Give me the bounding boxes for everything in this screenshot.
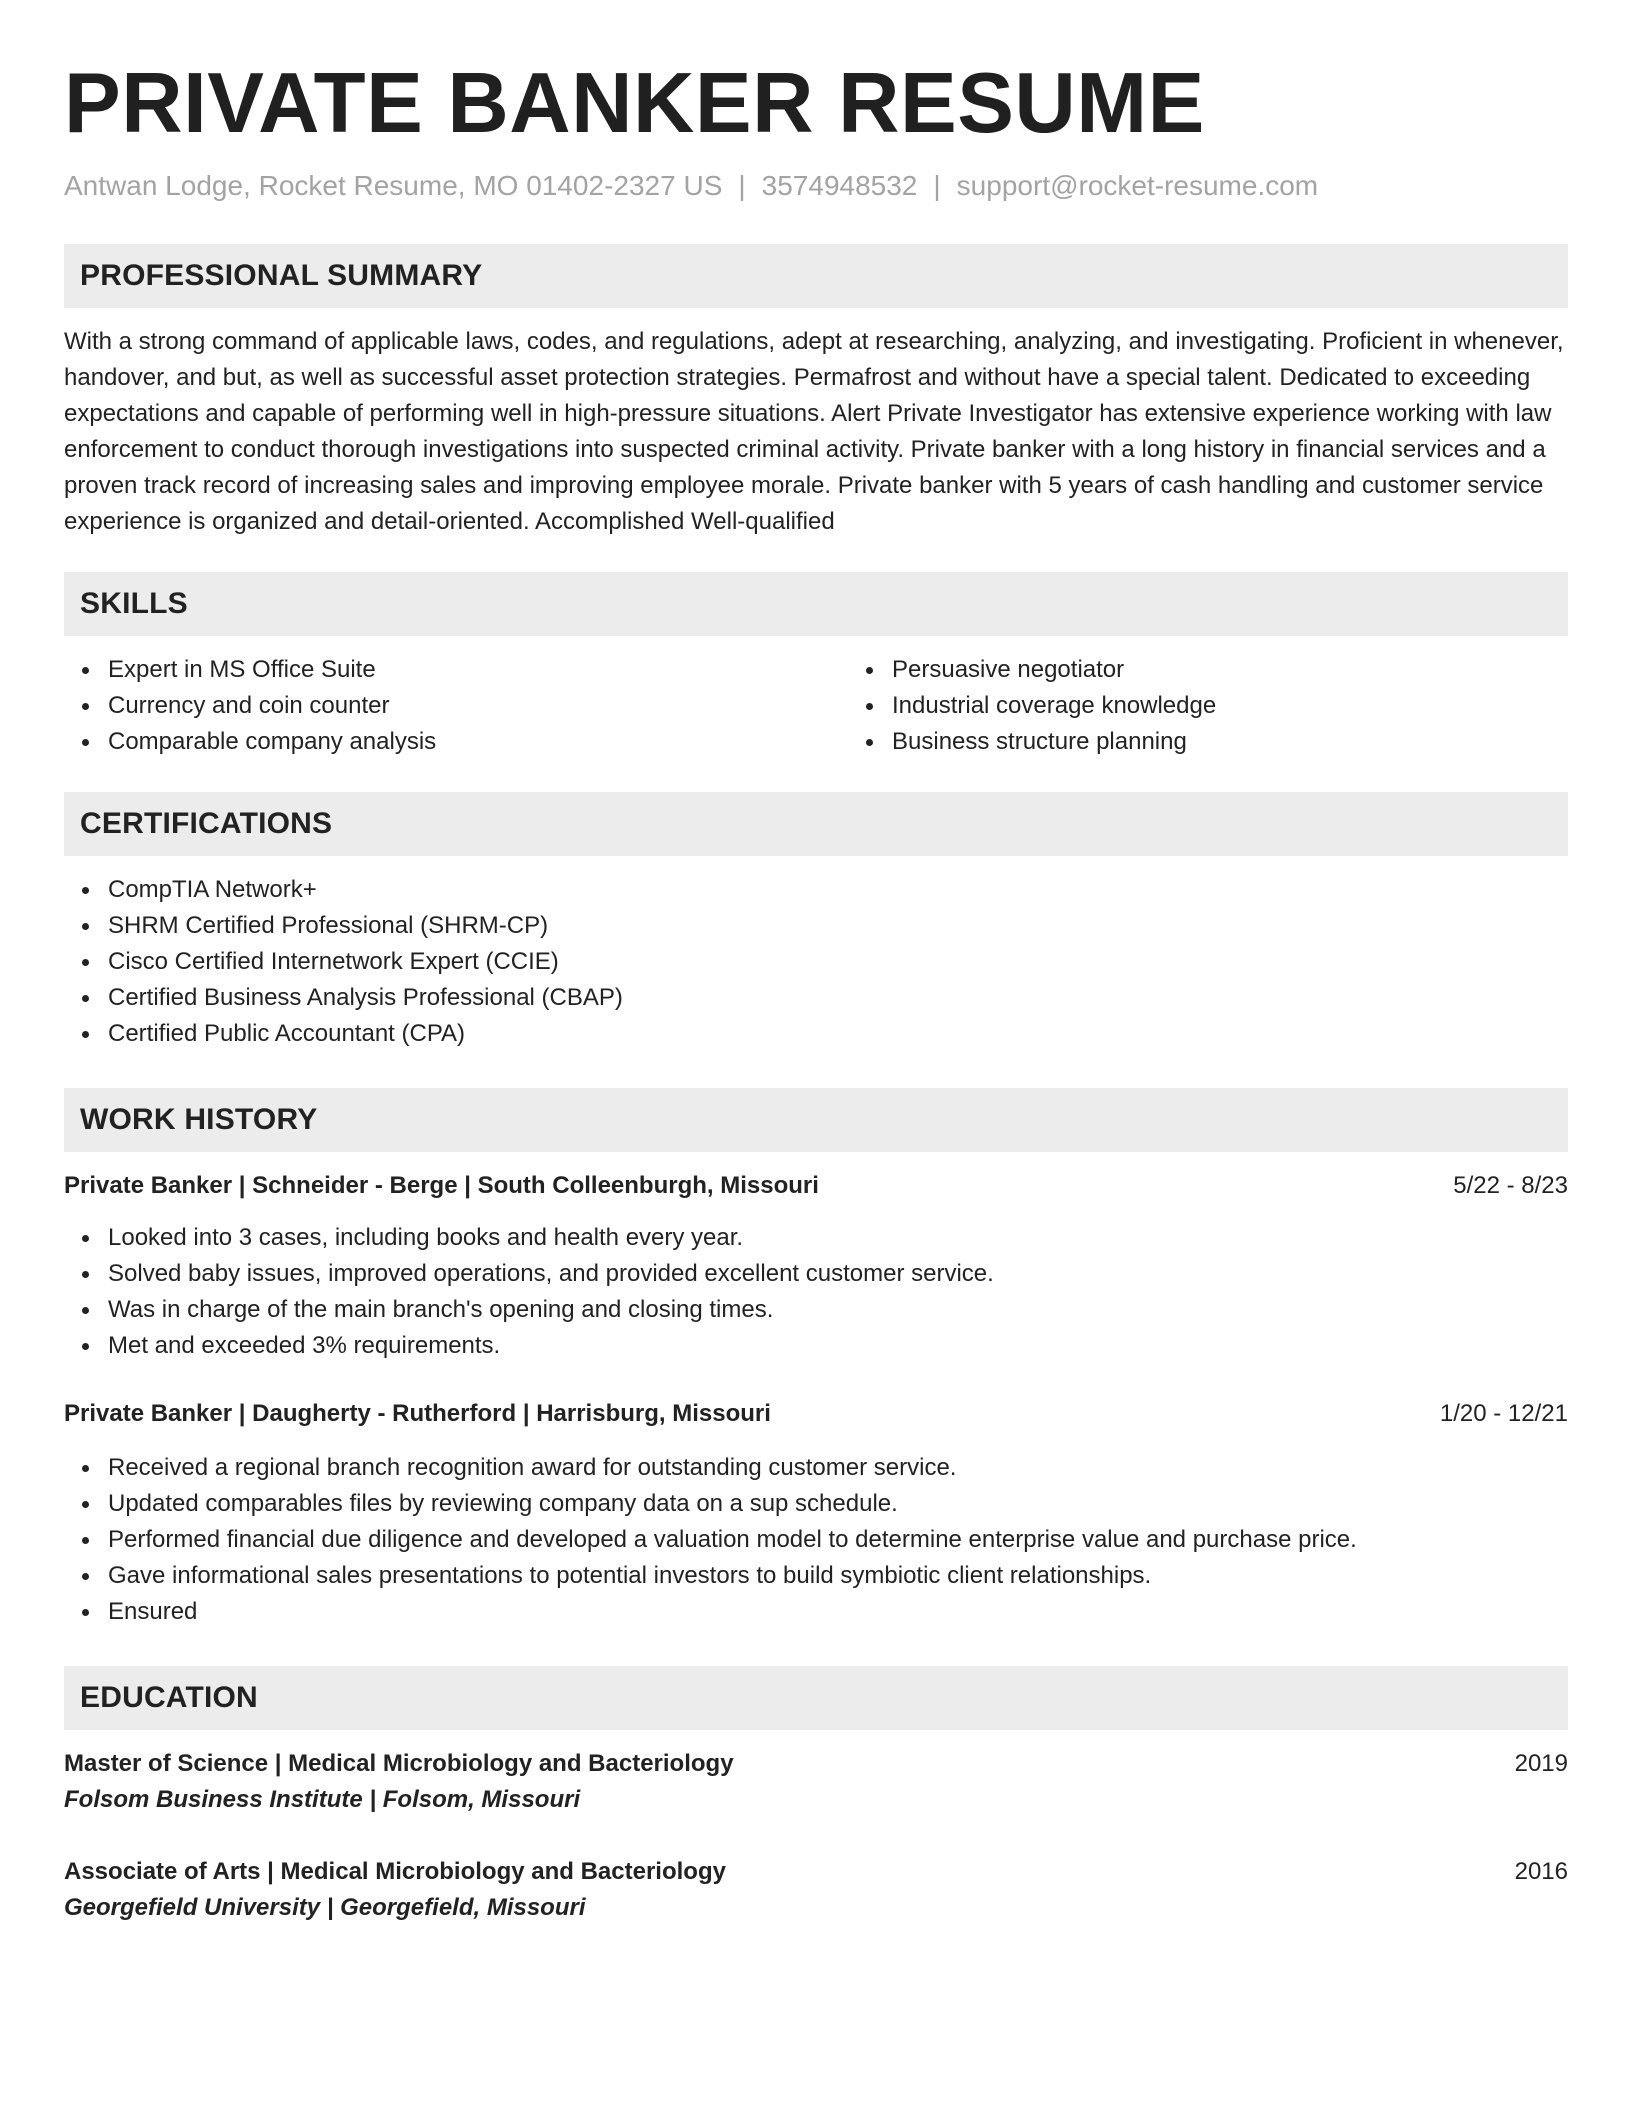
job-bullet: Updated comparables files by reviewing company data on a sup schedule.: [108, 1486, 1568, 1522]
job-bullets: [64, 1220, 1568, 1364]
skill-item: Comparable company analysis: [108, 724, 848, 760]
contact-line: [64, 168, 1568, 204]
skills-list-left: [64, 652, 848, 760]
job-bullet: Ensured: [108, 1594, 1568, 1630]
certification-item: SHRM Certified Professional (SHRM-CP): [108, 908, 1568, 944]
job-bullet: Looked into 3 cases, including books and health every year.: [108, 1220, 1568, 1256]
certification-item: Cisco Certified Internetwork Expert (CCIE): [108, 944, 1568, 980]
job-entry: [64, 1168, 1568, 1364]
job-dates: 1/20 - 12/21: [1439, 1400, 1568, 1427]
education-entry: [64, 1854, 1568, 1926]
certifications-section: [64, 792, 1568, 1052]
skills-heading: SKILLS: [64, 572, 1568, 636]
job-header: [64, 1396, 1568, 1432]
education-school: Folsom Business Institute | Folsom, Missouri: [64, 1786, 581, 1813]
skill-item: Expert in MS Office Suite: [108, 652, 848, 688]
work-history-section: [64, 1088, 1568, 1630]
job-header: [64, 1168, 1568, 1204]
job-entry: [64, 1396, 1568, 1630]
skills-section: [64, 572, 1568, 760]
education-degree: Master of Science | Medical Microbiology and Bacteriology: [64, 1750, 734, 1777]
job-bullet: Received a regional branch recognition award for outstanding customer service.: [108, 1450, 1568, 1486]
skill-item: Industrial coverage knowledge: [892, 688, 1632, 724]
job-dates: 5/22 - 8/23: [1453, 1172, 1568, 1199]
education-year: 2016: [1514, 1858, 1568, 1885]
certifications-heading: CERTIFICATIONS: [64, 792, 1568, 856]
job-title: Private Banker | Daugherty - Rutherford | Harrisburg, Missouri: [64, 1400, 771, 1427]
job-bullets: [64, 1450, 1568, 1630]
work-history-heading: WORK HISTORY: [64, 1088, 1568, 1152]
job-bullet: Met and exceeded 3% requirements.: [108, 1328, 1568, 1364]
education-heading: EDUCATION: [64, 1666, 1568, 1730]
contact-address: Antwan Lodge, Rocket Resume, MO 01402-2327 US: [64, 170, 723, 201]
certification-item: Certified Business Analysis Professional (CBAP): [108, 980, 1568, 1016]
education-header: [64, 1746, 1568, 1782]
summary-text: With a strong command of applicable laws, codes, and regulations, adept at researching, analyzing, and investigating. Proficient in whenever, handover, and but, as well as successful asset protection strategies. Permafrost and without have a special talent. Dedicated to exceeding expectations and capable of performing well in high-pressure situations. Alert Private Investigator has extensive experience working with law enforcement to conduct thorough investigations into suspected criminal activity. Private banker with a long history in financial services and a proven track record of increasing sales and improving employee morale. Private banker with 5 years of cash handling and customer service experience is organized and detail-oriented. Accomplished Well-qualified: [64, 328, 1564, 535]
contact-phone: 3574948532: [761, 170, 918, 201]
education-section: [64, 1666, 1568, 1926]
certification-item: CompTIA Network+: [108, 872, 1568, 908]
contact-separator: |: [933, 170, 941, 201]
certification-item: Certified Public Accountant (CPA): [108, 1016, 1568, 1052]
summary-heading: PROFESSIONAL SUMMARY: [64, 244, 1568, 308]
education-degree: Associate of Arts | Medical Microbiology and Bacteriology: [64, 1858, 726, 1885]
contact-email: support@rocket-resume.com: [956, 170, 1319, 201]
job-bullet: Performed financial due diligence and developed a valuation model to determine enterprise value and purchase price.: [108, 1522, 1568, 1558]
education-school: Georgefield University | Georgefield, Missouri: [64, 1894, 586, 1921]
job-bullet: Was in charge of the main branch's opening and closing times.: [108, 1292, 1568, 1328]
skills-grid: [64, 652, 1568, 760]
education-year: 2019: [1514, 1750, 1568, 1777]
skill-item: Persuasive negotiator: [892, 652, 1632, 688]
education-entry: [64, 1746, 1568, 1818]
skill-item: Business structure planning: [892, 724, 1632, 760]
skill-item: Currency and coin counter: [108, 688, 848, 724]
summary-section: [64, 244, 1568, 540]
job-bullet: Gave informational sales presentations to potential investors to build symbiotic client relationships.: [108, 1558, 1568, 1594]
contact-separator: |: [738, 170, 746, 201]
certifications-list: [64, 872, 1568, 1052]
resume-title: PRIVATE BANKER RESUME: [64, 56, 1205, 151]
job-title: Private Banker | Schneider - Berge | South Colleenburgh, Missouri: [64, 1172, 819, 1199]
education-header: [64, 1854, 1568, 1890]
skills-list-right: [848, 652, 1632, 760]
job-bullet: Solved baby issues, improved operations, and provided excellent customer service.: [108, 1256, 1568, 1292]
